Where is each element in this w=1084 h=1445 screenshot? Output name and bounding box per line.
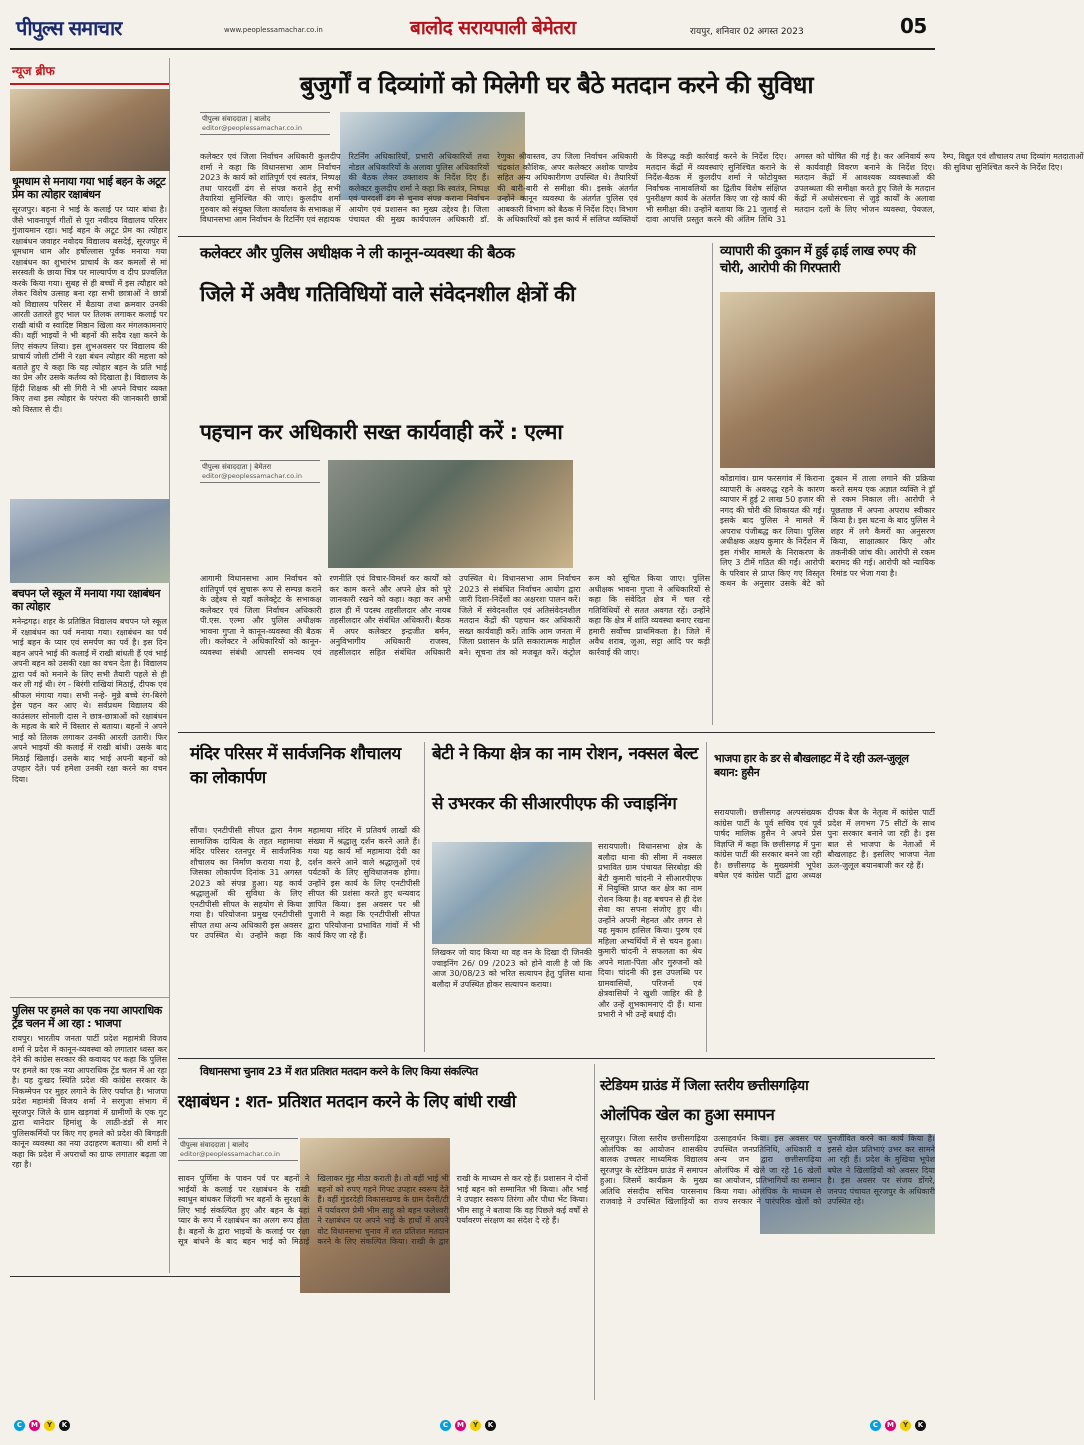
story1-place: बालोद [254, 115, 271, 123]
story7-email: editor@peoplessamachar.co.in [180, 1150, 280, 1158]
story7-headline: रक्षाबंधन : शत- प्रतिशत मतदान करने के लिए बांधी राखी [178, 1092, 516, 1112]
story7-reporter: पीपुल्स संवाददाता [180, 1141, 226, 1149]
cmyk-k: K [59, 1420, 70, 1431]
story8-headline-line2: ओलंपिक खेल का हुआ समापन [600, 1105, 775, 1124]
story7-byline: पीपुल्स संवाददाता | बालोद editor@peoplessamachar.co.in [178, 1138, 298, 1161]
story7-place: बालोद [232, 1141, 249, 1149]
brief-3-title: पुलिस पर हमले का एक नया आपराधिक ट्रेंड चलन में आ रहा : भाजपा [10, 997, 169, 1034]
story1-reporter: पीपुल्स संवाददाता [202, 115, 248, 123]
brief-2-title: बचपन प्ले स्कूल में मनाया गया रक्षाबंधन का त्योहार [12, 587, 160, 613]
story3-body: कोंडागांव। ग्राम फरसगांव में किराना व्यापारी के अवरुद्ध रहने के कारण व्यापार में हुई 2 लाख 50 हजार की नगद की चोरी की शिकायत की गई। इसके बाद पुलिस ने मामले में अपराध पंजीबद्ध कर लिया। पुलिस अधीक्षक अक्षय कुमार के निर्देशन में इस गंभीर मामले के निराकरण के लिए 3 टीमें गठित की गईं। आरोपी के परिवार से प्राप्त किए गए विस्तृत कथन के अनुसार उसके बेटे को दुकान में ताला लगाने की प्रक्रिया करते समय एक अज्ञात व्यक्ति ने ड्रॉ से रकम निकाल ली। आरोपी ने पूछताछ में अपना अपराध स्वीकार किया है। इस घटना के बाद पुलिस ने शहर में लगे कैमरों का अनुसरण किया, साक्षात्कार किए और तकनीकी जांच की। आरोपी से रकम बरामद की गई। आरोपी को न्यायिक रिमांड पर भेजा गया है। [720, 474, 935, 588]
brief-photo-2 [10, 499, 170, 583]
story2-byline: पीपुल्स संवाददाता | बेमेतरा editor@peoplessamachar.co.in [200, 460, 320, 483]
brief-label: न्यूज ब्रीफ [10, 58, 169, 85]
story1-email: editor@peoplessamachar.co.in [202, 124, 302, 132]
story3-photo [720, 292, 935, 468]
story1-byline: पीपुल्स संवाददाता | बालोद editor@peoplessamachar.co.in [200, 112, 330, 135]
story8-body: सूरजपुर। जिला स्तरीय छत्तीसगढ़िया ओलंपिक का आयोजन शासकीय बालक उच्चतर माध्यमिक विद्यालय सूरजपुर के स्टेडियम ग्राउंड में समापन हुआ। जिसमें कार्यक्रम के मुख्य अतिथि संसदीय सचिव पारसनाथ राजवाड़े ने उपस्थित खिलाड़ियों का उत्साहवर्धन किया। इस अवसर पर उपस्थित जनप्रतिनिधि, अधिकारी व अन्य जन द्वारा छत्तीसगढ़िया ओलंपिक में खेले जा रहे 16 खेलों का आयोजन, प्रतिभागियों का सम्मान किया गया। ओलंपिक के माध्यम से राज्य सरकार ने पारंपरिक खेलों को पुनर्जीवित करने का कार्य किया है। इससे खेल प्रतिभाएं उभर कर सामने आ रही हैं। प्रदेश के मुखिया भूपेश बघेल ने खिलाड़ियों को अवसर दिया है। इस अवसर पर संजय डोंगरे, जनपद पंचायत सूरजपुर के अधिकारी उपस्थित रहे। [600, 1134, 935, 1206]
cmyk-y: Y [900, 1420, 911, 1431]
cmyk-c: C [870, 1420, 881, 1431]
brief-1-body: सूरजपुर। बहना ने भाई के कलाई पर प्यार बांधा है। जैसे भावनापूर्ण गीतों से पूरा नवीदय विद्यालय परिसर गुंजायमान रहा। भाई बहन के अटूट प्रेम का त्योहार रक्षाबंधन जवाहर नवोदय विद्यालय बसदेई, सूरजपुर में धूमधाम धाम और हर्षोल्लास पूर्वक मनाया गया रक्षाबंधन का शुभारंभ प्राचार्य के कर कमलों से मां सरस्वती के छाया चित्र पर माल्यार्पण व दीप प्रज्वलित करके किया गया। सुबह से ही बच्चों में इस त्यौहार को लेकर विशेष उत्साह बना रहा सभी छात्राओं ने छात्रों को विद्यालय परिसर में बैठाया तथा क्रमवार उनकी आरती उतारते हुए भाल पर तिलक लगाकर कलाई पर राखी बांधी व स्वादिष्ट मिष्ठान खिला कर मंगलकामनाएं की। वहीं भाइयों ने भी बहनों की सदैव रक्षा करने के लिए संकल्प लिया। इस शुभअवसर पर विद्यालय की प्राचार्य जोली टॉमी ने रक्षा बंधन त्योहार की महत्ता को बताते हुए ये कहा कि यह त्योहार बहन के प्रति भाई का प्रेम और उसके कर्तव्य को दिखाता है। विद्यालय के हिंदी शिक्षक श्री सी गिरी ने भी अपने विचार व्यक्त किए तथा इस त्योहार के परंपरा की जानकारी छात्रों को विस्तार से दी। [12, 205, 167, 414]
story8-headline-line1: स्टेडियम ग्राउंड में जिला स्तरीय छत्तीसगढ़िया [600, 1078, 809, 1094]
brief-column [10, 58, 170, 1273]
story2-body: आगामी विधानसभा आम निर्वाचन को शांतिपूर्ण एवं सुचारू रूप से सम्पन्न कराने के उद्देश्य से यहाँ कलेक्ट्रेट के सभाकक्ष कलेक्टर एवं जिला निर्वाचन अधिकारी पी.एस. एल्मा और पुलिस अधीक्षक भावना गुप्ता ने कानून-व्यवस्था की बैठक ली। कलेक्टर ने अधिकारियों को कानून-व्यवस्था संबंधी आपसी समन्वय एवं रणनीति एवं विचार-विमर्श कर कार्यों को कर काम करने और अपने क्षेत्र को पूरे जानकारी रखने को कहा। कहा कर अभी हाल ही में पदस्थ तहसीलदार और नायब तहसीलदार और संबंधित अधिकारी। बैठक में अपर कलेक्टर इन्द्रजीत बर्मन, अनुविभागीय अधिकारी राजस्व, तहसीलदार सहित संबंधित अधिकारी उपस्थित थे। विधानसभा आम निर्वाचन 2023 से संबंधित निर्वाचन आयोग द्वारा जारी दिशा-निर्देशों का अक्षरशः पालन करें। जिले में संवेदनशील एवं अतिसंवेदनशील मतदान केंद्रों की पहचान कर अधिकारी सख्त कार्यवाही करें। ताकि आम जनता में जिला प्रशासन के प्रति सकारात्मक माहौल बने। सूचना तंत्र को मजबूत करें। कंट्रोल रूम को सूचित किया जाए। पुलिस अधीक्षक भावना गुप्ता ने अधिकारियों से कहा कि संवेदित क्षेत्र में चल रहे गतिविधियों से सतत अवगत रहें। उन्होंने कहा कि क्षेत्र में शांति व्यवस्था बनाए रखना हमारी सर्वोच्च प्राथमिकता है। जिले में अवैध शराब, जुआ, सट्टा आदि पर कड़ी कार्रवाई की जाए। [200, 574, 710, 657]
story7-kicker: विधानसभा चुनाव 23 में शत प्रतिशत मतदान करने के लिए किया संकल्पित [200, 1065, 478, 1078]
cmyk-m: M [29, 1420, 40, 1431]
story5-caption: लिखकर जो याद किया था वह वन के दिखा दी जिनकी ज्वाइनिंग 26/ 09 /2023 को होने वाली है जो कि आज 30/08/23 को भरित सत्यापन हेतु पुलिस थाना बलौदा में उपस्थित होकर सत्यापन कराया। [432, 948, 592, 989]
cmyk-y: Y [470, 1420, 481, 1431]
masthead [10, 8, 935, 50]
brief-1-title: धूमधाम से मनाया गया भाई बहन के अटूट प्रेम का त्योहार रक्षाबंधन [12, 175, 166, 201]
cmyk-k: K [915, 1420, 926, 1431]
story6-body: सरायपाली। छत्तीसगढ़ अल्पसंख्यक कांग्रेस पार्टी के पूर्व सचिव एवं पूर्व पार्षद मालिक हुसैन ने अपने प्रेस विज्ञप्ति में कहा कि छत्तीसगढ़ में पुनः कांग्रेस पार्टी की सरकार बनने जा रही है। छत्तीसगढ़ के मुख्यमंत्री भूपेश बघेल एवं कांग्रेस पार्टी द्वारा अध्यक्ष दीपक बैज के नेतृत्व में कांग्रेस पार्टी प्रदेश में लगभग 75 सीटों के साथ पुनः सरकार बनाने जा रही है। इस बात से भाजपा के नेताओं में बौखलाहट है। इसलिए भाजपा नेता ऊल-जुलूल बयानबाजी कर रहे हैं। [714, 808, 935, 880]
footer-cmyk-center [440, 1420, 496, 1431]
story2-headline-line1: जिले में अवैध गतिविधियों वाले संवेदनशील क्षेत्रों की [200, 282, 576, 306]
cmyk-y: Y [44, 1420, 55, 1431]
story5-photo [432, 842, 592, 944]
story1-body: कलेक्टर एवं जिला निर्वाचन अधिकारी कुलदीप शर्मा ने कहा कि विधानसभा आम निर्वाचन 2023 के कार्य को शांतिपूर्ण एवं स्वतंत्र, निष्पक्ष तथा पारदर्शी ढंग से संपन्न कराने हेतु सभी तैयारियां सुनिश्चित की जाएं। कुलदीप शर्मा गुरुवार को संयुक्त जिला कार्यालय के सभाकक्ष में विधानसभा आम निर्वाचन के रिटर्निंग एवं सहायक रिटर्निंग अधिकारियों, प्रभारी अधिकारियों तथा नोडल अधिकारियों के अलावा पुलिस अधिकारियों की बैठक लेकर उक्ताशय के निर्देश दिए हैं। कलेक्टर कुलदीप शर्मा ने कहा कि स्वतंत्र, निष्पक्ष एवं पारदर्शी ढंग से चुनाव संपन्न कराना निर्वाचन आयोग एवं प्रशासन का मुख्य उद्देश्य है। जिला पंचायत की मुख्य कार्यपालन अधिकारी डॉ. रेणुका श्रीवास्तव, उप जिला निर्वाचन अधिकारी चंद्रकांत कौशिक, अपर कलेक्टर अशोक पाण्डेय सहित अन्य अधिकारीगण उपस्थित थे। तैयारियों की बारी-बारी से समीक्षा की। इसके अंतर्गत उन्होंने कानून व्यवस्था के अंतर्गत पुलिस एवं आबकारी विभाग को बैठक में निर्देश दिए। विभाग के अधिकारियों को इस कार्य में संलिप्त व्यक्तियों के विरूद्ध कड़ी कार्रवाई करने के निर्देश दिए। मतदान केंद्रों में व्यवस्थाएं सुनिश्चित कराने के निर्देश-बैठक में कुलदीप शर्मा ने फोटोयुक्त निर्वाचक नामावलियों का द्वितीय विशेष संक्षिप्त पुनरीक्षण कार्य के अंतर्गत किए जा रहे कार्य की भी समीक्षा की। उन्होंने बताया कि 21 जुलाई से दावा आपत्ति प्रस्तुत करने की अंतिम तिथि 31 अगस्त को घोषित की गई है। कर अनिवार्य रूप से कार्यवाही विवरण बनाने के निर्देश दिए। मतदान केंद्रों में आवश्यक व्यवस्थाओं की उपलब्धता की समीक्षा करते हुए जिले के मतदान केंद्रों में अधोसंरचना से जुड़े कार्यों के अलावा मतदान दलों के लिए भोजन व्यवस्था, पेयजल, रैम्प, विद्युत एवं शौचालय तथा दिव्यांग मतदाताओं की सुविधा सुनिश्चित करने के निर्देश दिए। [200, 152, 1084, 224]
story2-reporter: पीपुल्स संवाददाता [202, 463, 248, 471]
story6-headline: भाजपा हार के डर से बौखलाहट में दे रही ऊल-जुलूल बयान: हुसैन [714, 752, 909, 779]
footer-cmyk-left [14, 1420, 70, 1431]
edition-title: बालोद सरायपाली बेमेतरा [410, 17, 576, 39]
page-number: 05 [900, 14, 927, 38]
brief-3-body: रायपुर। भारतीय जनता पार्टी प्रदेश महामंत्री विजय शर्मा ने प्रदेश में कानून-व्यवस्था को लगातार ध्वस्त कर देने की कांग्रेस सरकार की कवायद पर कहा कि पुलिस पर हमले का एक नया आपराधिक ट्रेंड चलन में आ रहा है। यह दुःखद स्थिति प्रदेश की कांग्रेस सरकार के निकम्मेपन पर मुहर लगाने के लिए पर्याप्त है। भाजपा प्रदेश महामंत्री विजय शर्मा ने सरगुजा संभाग में सूरजपुर जिले के ग्राम खड़गवां में ग्रामीणों के एक गुट द्वारा थानेदार हिमांशु के लाठी-डंडों से मार पुलिसकर्मियों पर किए गए हमले को प्रदेश की बिगड़ती कानून व्यवस्था का नया उदाहरण बताया। श्री शर्मा ने कहा कि प्रदेश में अपराधों का ग्राफ लगातार बढ़ता जा रहा है। [12, 1034, 167, 1169]
brief-photo-1 [10, 89, 170, 171]
story2-email: editor@peoplessamachar.co.in [202, 472, 302, 480]
story5-body: सरायपाली। विधानसभा क्षेत्र के बलौदा थाना की सीमा में नक्सल प्रभावित ग्राम पंचायत सिरबोड़ा की बेटी कुमारी चांदनी ने सीआरपीएफ में नियुक्ति प्राप्त कर क्षेत्र का नाम रोशन किया है। वह बचपन से ही देश सेवा का सपना संजोए हुए थी। उन्होंने अपनी मेहनत और लगन से यह मुकाम हासिल किया। पुरुष एवं महिला अभ्यर्थियों में से चयन हुआ। कुमारी चांदनी ने सफलता का श्रेय अपने माता-पिता और गुरुजनों को दिया। चांदनी की इस उपलब्धि पर ग्रामवासियों, परिजनों एवं क्षेत्रवासियों ने खुशी जाहिर की है और उन्हें शुभकामनाएं दी हैं। थाना प्रभारी ने भी उन्हें बधाई दी। [598, 842, 702, 1019]
story1-headline: बुजुर्गों व दिव्यांगों को मिलेगी घर बैठे मतदान करने की सुविधा [299, 71, 814, 99]
story2-photo [328, 460, 573, 568]
footer-cmyk-right [870, 1420, 926, 1431]
newspaper-logo: पीपुल्स समाचार [16, 16, 122, 40]
story2-place: बेमेतरा [254, 463, 272, 471]
cmyk-c: C [14, 1420, 25, 1431]
story5-headline-line2: से उभरकर की सीआरपीएफ की ज्वाइनिंग [432, 794, 677, 814]
cmyk-k: K [485, 1420, 496, 1431]
story7-body: सावन पूर्णिमा के पावन पर्व पर बहनों ने भाईयों के कलाई पर रक्षाबंधन के राखी स्वाधुन बांधकर जिंदगी भर बहनों के सुरक्षा के लिए भाई संकल्पित हुए और बहन के यहां प्यार के रूप में रक्षाबंधन का अलग रूप होता है। बहनों के द्वारा भाइयों के कलाई पर रक्षा सूत्र बांधने के बाद बहन भाई को मिठाई खिलाकर मुंह मीठा कराती है। तो वहीं भाई भी बहनों को रुपए गहने गिफ्ट उपहार स्वरूप देते हैं। वहीं गुंडरदेही विकासखण्ड के ग्राम देवरी/टी में पर्यावरण प्रेमी भीम साहू को बहन फलेश्वरी ने रक्षाबंधन पर अपने भाई के हाथों में अपने वोट विधानसभा चुनाव में शत प्रतिशत मतदान करने के लिए संकल्पित किया। राखी के द्वार राखी के माध्यम से कर रहे हैं। प्रशासन ने दोनों भाई बहन को सम्मानित भी किया। और भाई ने उपहार स्वरूप तिरंगा और पौधा भेंट किया। भीम साहू ने बताया कि वह पिछले कई वर्षों से पर्यावरण संरक्षण का संदेश दे रहे हैं। [178, 1174, 588, 1246]
cmyk-c: C [440, 1420, 451, 1431]
story2-headline-line2: पहचान कर अधिकारी सख्त कार्यवाही करें : एल्मा [200, 420, 563, 444]
brief-2-body: मनेन्द्रगढ़। शहर के प्रतिष्ठित विद्यालय बचपन प्ले स्कूल में रक्षाबंधन का पर्व मनाया गया। रक्षाबंधन का पर्व भाई बहन के प्यार एवं समर्पण का पर्व है। इस दिन बहन अपने भाई की कलाई में राखी बांधती हैं एवं भाई अपनी बहन को उसकी रक्षा का वचन देता है। विद्यालय द्वारा पर्व को मनाने के लिए सभी तैयारी पहले से ही कर ली गई थी। रंग - बिरंगी राखियां मिठाई, दीपक एवं श्रीफल मंगाया गया। सभी नन्हे- मुन्ने बच्चे रंग-बिरंगे ड्रेस पहन कर आए थे। सर्वप्रथम विद्यालय की काउंसलर सोनाली दास ने छात्र-छात्राओं को रक्षाबंधन के महत्व के बारे में विस्तार से बताया। बहनों ने अपने भाई को तिलक लगाकर उनकी आरती उतारी। फिर अपने भाइयों की कलाई में राखी बांधी। उसके बाद मिठाई खिलाई। उसके बाद भाई अपनी बहनों को उपहार देते। पर्व हमेशा उनकी रक्षा करने का वचन दिया। [12, 617, 167, 784]
story4-headline: मंदिर परिसर में सार्वजनिक शौचालय का लोकार्पण [190, 744, 401, 788]
story3-headline: व्यापारी की दुकान में हुई ढ़ाई लाख रुपए की चोरी, आरोपी की गिरफ्तारी [720, 244, 916, 276]
story2-kicker: कलेक्टर और पुलिस अधीक्षक ने ली कानून-व्यवस्था की बैठक [200, 244, 515, 262]
website: www.peoplessamachar.co.in [224, 26, 323, 34]
cmyk-m: M [455, 1420, 466, 1431]
story5-headline-line1: बेटी ने किया क्षेत्र का नाम रोशन, नक्सल बेल्ट [432, 744, 698, 764]
dateline: रायपुर, शनिवार 02 अगस्त 2023 [690, 27, 804, 37]
cmyk-m: M [885, 1420, 896, 1431]
story4-body: सौंपा। एनटीपीसी सीपत द्वारा नैगम सामाजिक दायित्व के तहत महामाया मंदिर परिसर रतनपुर में सार्वजनिक शौचालय का निर्माण कराया गया है, जिसका लोकार्पण दिनांक 31 अगस्त 2023 को संपन्न हुआ। यह कार्य श्रद्धालुओं की सुविधा के लिए एनटीपीसी सीपत के सहयोग से किया गया है। परियोजना प्रमुख एनटीपीसी सीपत तथा अन्य अधिकारी इस अवसर पर उपस्थित थे। उन्होंने कहा कि महामाया मंदिर में प्रतिवर्ष लाखों की संख्या में श्रद्धालु दर्शन करने आते हैं। गया यह कार्य माँ महामाया देवी का दर्शन करने आने वाले श्रद्धालुओं एवं पर्यटकों के लिए सुविधाजनक होगा। उन्होंने इस कार्य के लिए एनटीपीसी सीपत की प्रशंसा करते हुए धन्यवाद ज्ञापित किया। इस अवसर पर श्री पुजारी ने कहा कि एनटीपीसी सीपत द्वारा परियोजना प्रभावित गांवों में भी कार्य किए जा रहे हैं। [190, 826, 420, 940]
